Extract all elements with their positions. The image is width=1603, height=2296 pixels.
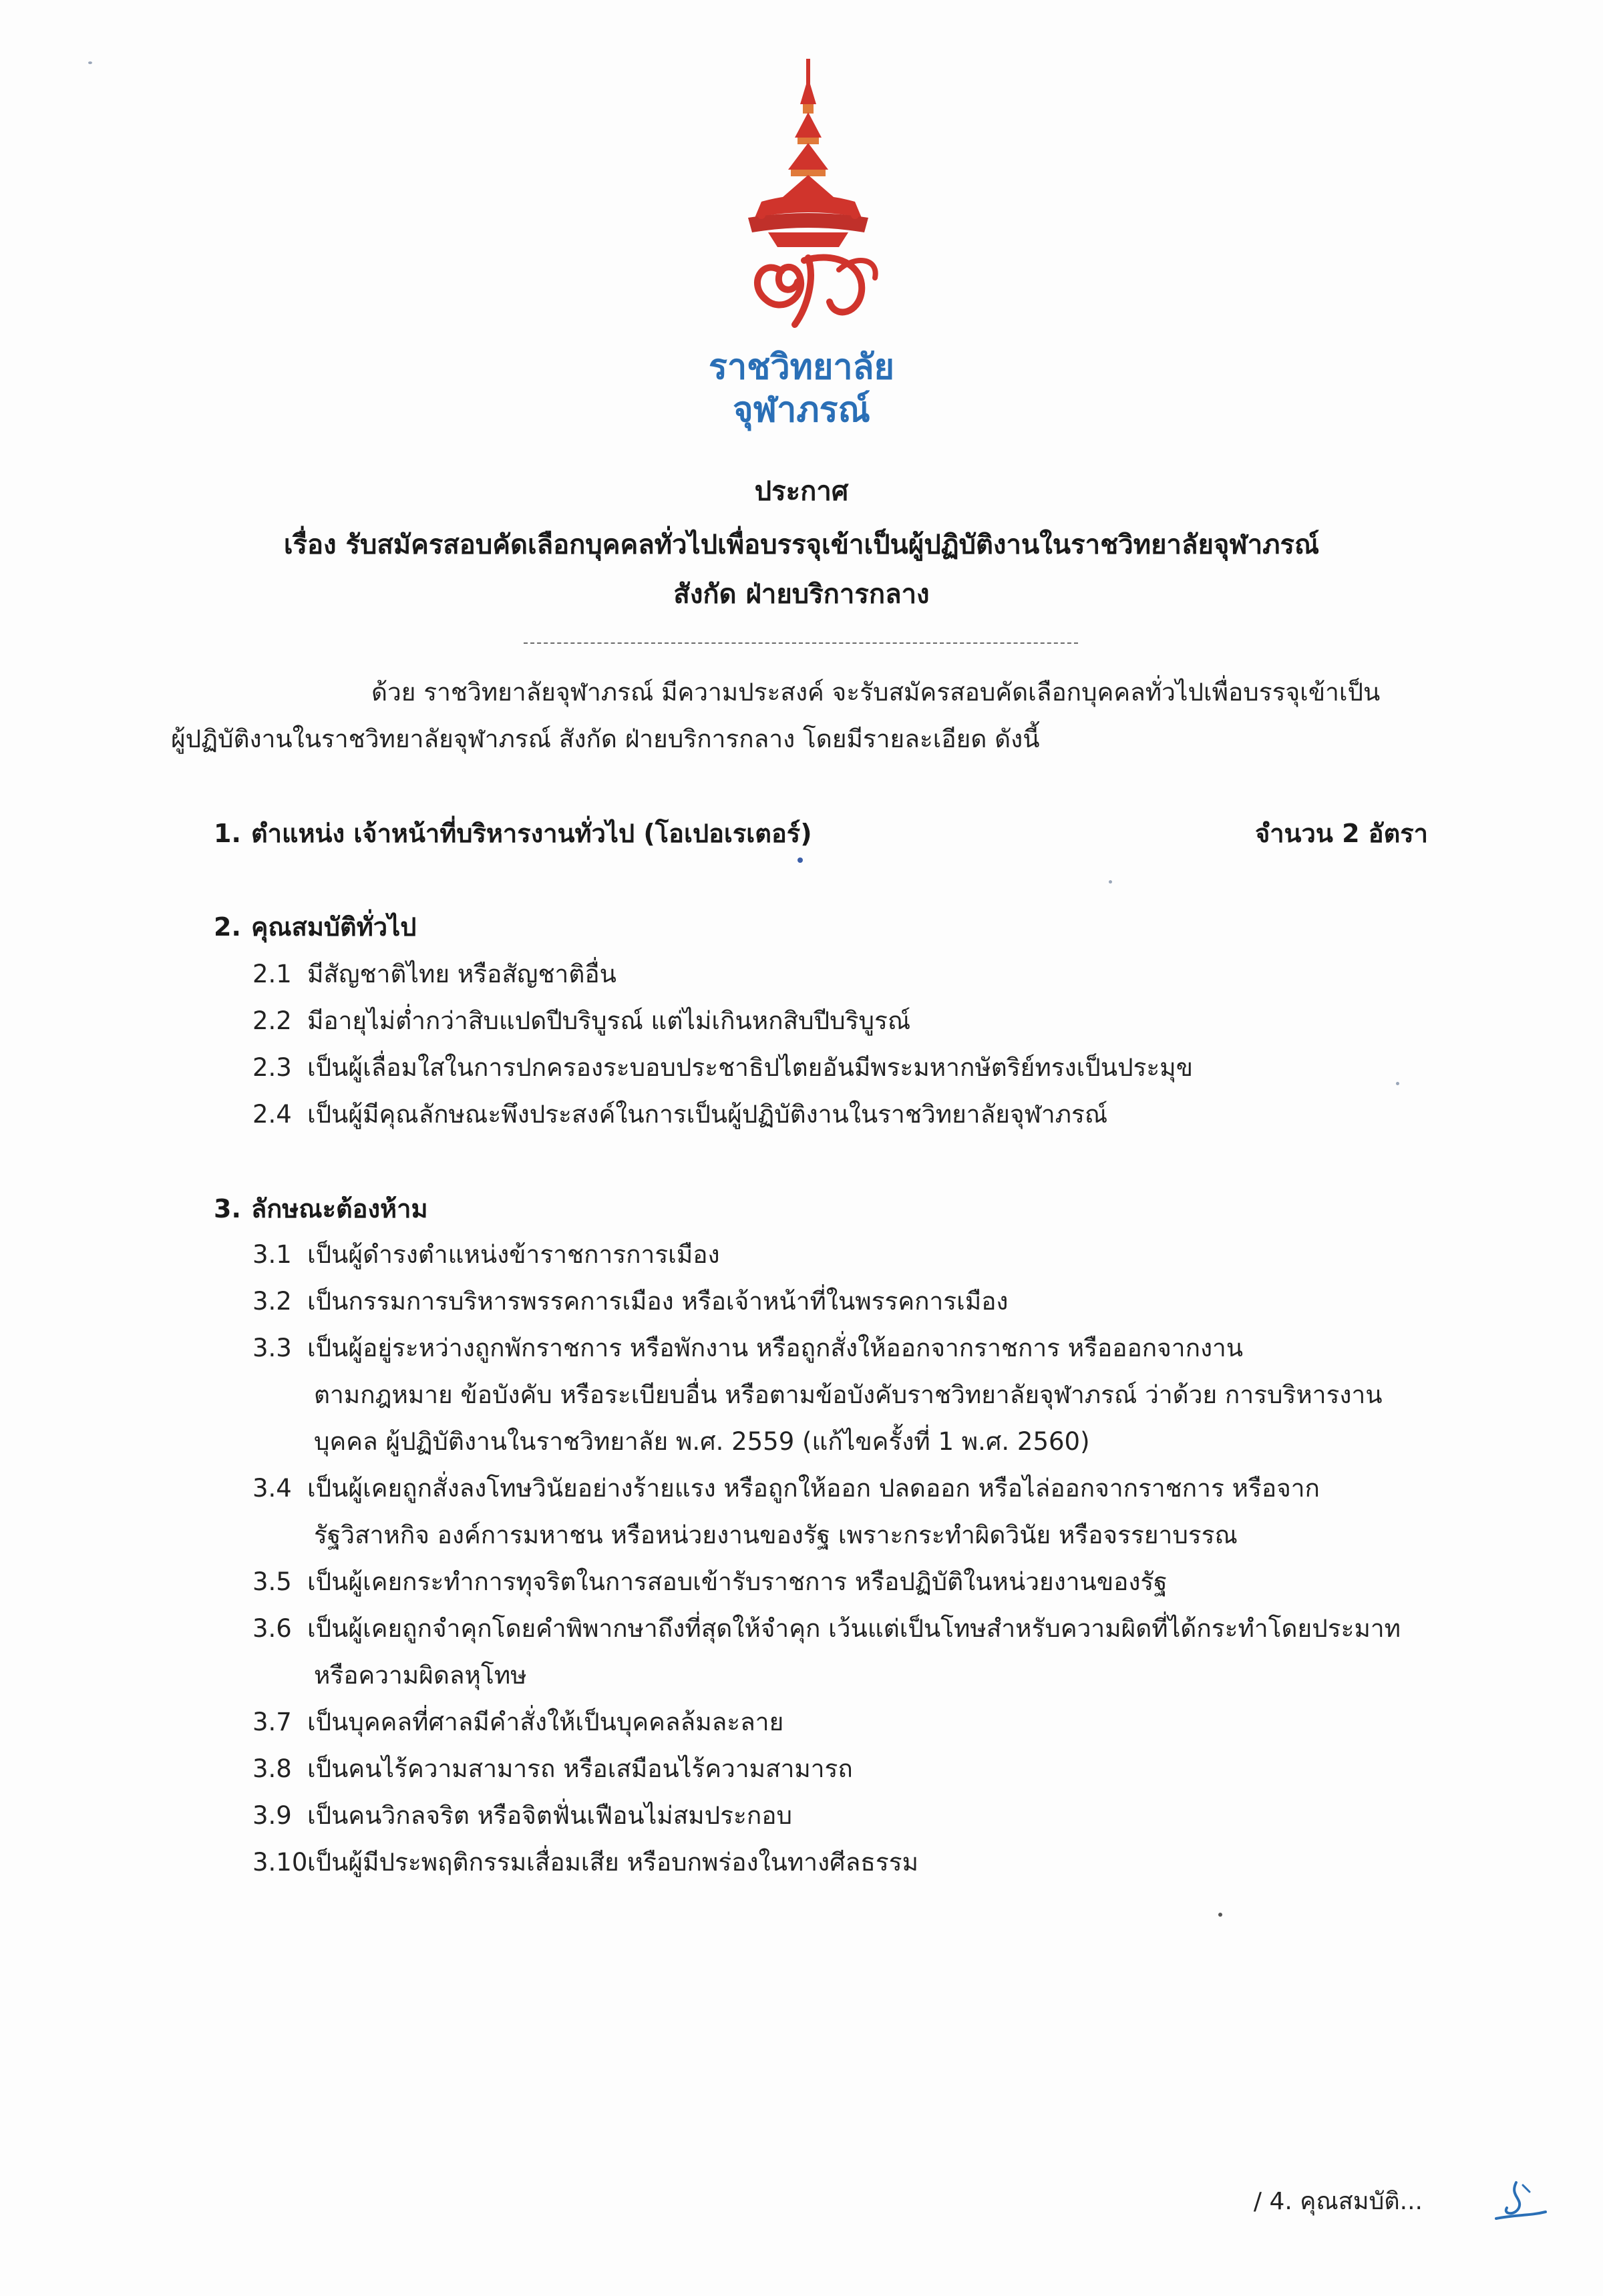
scan-speck xyxy=(1109,880,1112,884)
item-text: เป็นผู้อยู่ระหว่างถูกพักราชการ หรือพักงาน หรือถูกสั่งให้ออกจากราชการ หรือออกจากงาน xyxy=(307,1334,1244,1362)
logo-name-line-1: ราชวิทยาลัย xyxy=(709,347,894,387)
announcement-heading: ประกาศ xyxy=(754,476,849,507)
item-text: เป็นบุคคลที่ศาลมีคำสั่งให้เป็นบุคคลล้มละลาย xyxy=(307,1708,784,1736)
list-item xyxy=(252,1330,1243,1366)
item-number: 3.6 xyxy=(252,1614,292,1643)
item-text: เป็นผู้เคยถูกจำคุกโดยคำพิพากษาถึงที่สุดให้จำคุก เว้นแต่เป็นโทษสำหรับความผิดที่ได้กระทำโดยประมาท xyxy=(307,1614,1401,1643)
item-number: 3.3 xyxy=(252,1334,292,1362)
section-2-title: คุณสมบัติทั่วไป xyxy=(251,912,417,942)
item-number: 2.2 xyxy=(252,1006,292,1035)
list-item xyxy=(252,956,616,992)
item-number: 3.7 xyxy=(252,1708,292,1736)
list-item xyxy=(252,1471,1320,1507)
item-number: 2.1 xyxy=(252,960,292,988)
announcement-subject: เรื่อง รับสมัครสอบคัดเลือกบุคคลทั่วไปเพื่อบรรจุเข้าเป็นผู้ปฏิบัติงานในราชวิทยาลัยจุฬาภรณ์ xyxy=(283,530,1320,560)
item-text: เป็นผู้เคยกระทำการทุจริตในการสอบเข้ารับราชการ หรือปฏิบัติในหน่วยงานของรัฐ xyxy=(307,1567,1168,1596)
section-3-heading xyxy=(214,1190,428,1227)
title-divider xyxy=(524,642,1078,644)
item-continuation: หรือความผิดลหุโทษ xyxy=(314,1661,527,1690)
section-2-heading xyxy=(214,908,416,946)
intro-line-1: ด้วย ราชวิทยาลัยจุฬาภรณ์ มีความประสงค์ จะรับสมัครสอบคัดเลือกบุคคลทั่วไปเพื่อบรรจุเข้าเป็น xyxy=(371,678,1381,707)
item-number: 3.8 xyxy=(252,1754,292,1783)
list-item xyxy=(252,1611,1401,1647)
position-label: ตำแหน่ง เจ้าหน้าที่บริหารงานทั่วไป (โอเปอเรเตอร์) xyxy=(251,819,812,848)
item-number: 3.2 xyxy=(252,1287,292,1316)
logo-name-line-2: จุฬาภรณ์ xyxy=(733,390,870,430)
college-emblem-icon xyxy=(721,57,895,338)
list-item xyxy=(252,1003,910,1039)
list-item xyxy=(252,1050,1193,1086)
position-heading xyxy=(214,815,812,852)
item-number: 2.3 xyxy=(252,1053,292,1082)
list-item xyxy=(252,1284,1009,1320)
item-text: เป็นคนไร้ความสามารถ หรือเสมือนไร้ความสามารถ xyxy=(307,1754,853,1783)
position-number: 1. xyxy=(214,819,241,848)
scan-speck xyxy=(1218,1913,1222,1917)
list-item xyxy=(252,1845,918,1881)
list-item xyxy=(252,1097,1107,1133)
announcement-department: สังกัด ฝ่ายบริการกลาง xyxy=(673,579,930,610)
item-continuation: ตามกฎหมาย ข้อบังคับ หรือระเบียบอื่น หรือตามข้อบังคับราชวิทยาลัยจุฬาภรณ์ ว่าด้วย การบริหารงาน xyxy=(314,1380,1383,1409)
scan-speck xyxy=(88,61,92,64)
item-text: เป็นผู้ดำรงตำแหน่งข้าราชการการเมือง xyxy=(307,1240,720,1269)
list-item xyxy=(252,1237,720,1273)
item-number: 3.5 xyxy=(252,1567,292,1596)
initials-signature-icon xyxy=(1489,2176,1550,2229)
section-3-title: ลักษณะต้องห้าม xyxy=(251,1194,428,1223)
scan-speck xyxy=(797,857,803,863)
section-3-number: 3. xyxy=(214,1194,241,1223)
scan-speck xyxy=(1396,1082,1399,1085)
item-text: เป็นผู้มีประพฤติกรรมเสื่อมเสีย หรือบกพร่องในทางศีลธรรม xyxy=(307,1848,918,1877)
list-item xyxy=(252,1564,1168,1600)
list-item xyxy=(252,1751,853,1787)
item-number: 3.9 xyxy=(252,1801,292,1830)
item-text: มีอายุไม่ต่ำกว่าสิบแปดปีบริบูรณ์ แต่ไม่เกินหกสิบปีบริบูรณ์ xyxy=(307,1006,911,1035)
continued-next-page: / 4. คุณสมบัติ... xyxy=(1253,2188,1423,2215)
item-continuation: บุคคล ผู้ปฏิบัติงานในราชวิทยาลัย พ.ศ. 2559 (แก้ไขครั้งที่ 1 พ.ศ. 2560) xyxy=(314,1427,1090,1456)
item-number: 3.4 xyxy=(252,1474,292,1503)
item-continuation: รัฐวิสาหกิจ องค์การมหาชน หรือหน่วยงานของรัฐ เพราะกระทำผิดวินัย หรือจรรยาบรรณ xyxy=(314,1521,1238,1549)
list-item xyxy=(252,1798,792,1834)
item-text: เป็นผู้เลื่อมใสในการปกครองระบอบประชาธิปไตยอันมีพระมหากษัตริย์ทรงเป็นประมุข xyxy=(307,1053,1193,1082)
item-text: เป็นผู้เคยถูกสั่งลงโทษวินัยอย่างร้ายแรง หรือถูกให้ออก ปลดออก หรือไล่ออกจากราชการ หรือจาก xyxy=(307,1474,1320,1503)
item-text: เป็นคนวิกลจริต หรือจิตฟั่นเฟือนไม่สมประกอบ xyxy=(307,1801,793,1830)
item-text: เป็นผู้มีคุณลักษณะพึงประสงค์ในการเป็นผู้ปฏิบัติงานในราชวิทยาลัยจุฬาภรณ์ xyxy=(307,1100,1108,1129)
list-item xyxy=(252,1704,783,1740)
item-text: เป็นกรรมการบริหารพรรคการเมือง หรือเจ้าหน้าที่ในพรรคการเมือง xyxy=(307,1287,1009,1316)
item-number: 3.10 xyxy=(252,1848,308,1877)
item-text: มีสัญชาติไทย หรือสัญชาติอื่น xyxy=(307,960,616,988)
position-count: จำนวน 2 อัตรา xyxy=(1254,819,1428,848)
intro-line-2: ผู้ปฏิบัติงานในราชวิทยาลัยจุฬาภรณ์ สังกัด ฝ่ายบริการกลาง โดยมีรายละเอียด ดังนี้ xyxy=(171,725,1040,753)
item-number: 3.1 xyxy=(252,1240,292,1269)
item-number: 2.4 xyxy=(252,1100,292,1129)
section-2-number: 2. xyxy=(214,912,241,942)
